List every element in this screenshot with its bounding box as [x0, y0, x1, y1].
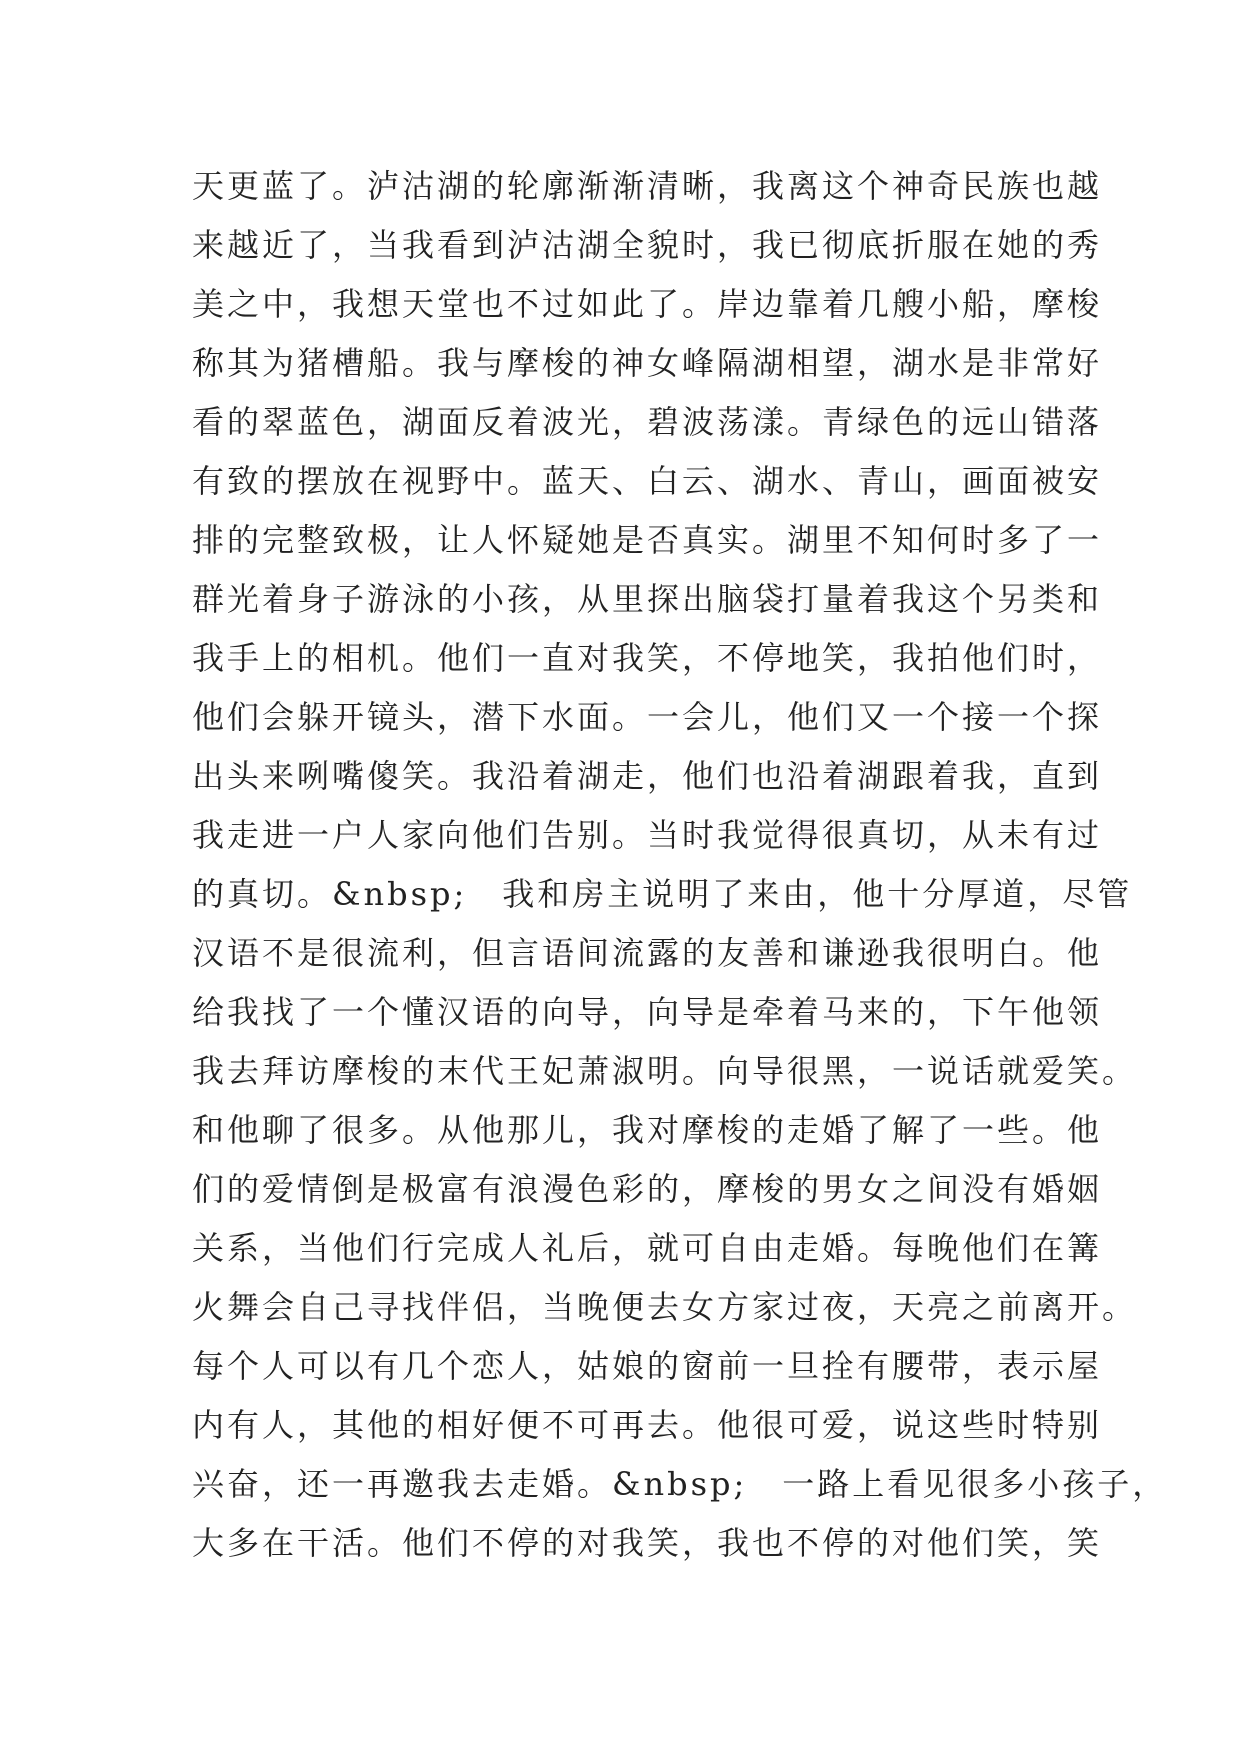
text-line: 大多在干活。他们不停的对我笑，我也不停的对他们笑，笑 — [192, 1524, 1103, 1562]
text-line: 我去拜访摩梭的末代王妃萧淑明。向导很黑，一说话就爱笑。 — [192, 1052, 1138, 1090]
text-line: 火舞会自己寻找伴侣，当晚便去女方家过夜，天亮之前离开。 — [192, 1288, 1138, 1326]
text-line: 给我找了一个懂汉语的向导，向导是牵着马来的，下午他领 — [192, 993, 1103, 1031]
text-line: 每个人可以有几个恋人，姑娘的窗前一旦拴有腰带，表示屋 — [192, 1347, 1103, 1385]
text-line: 的真切。&nbsp; 我和房主说明了来由，他十分厚道，尽管 — [192, 875, 1133, 913]
text-line: 我走进一户人家向他们告别。当时我觉得很真切，从未有过 — [192, 816, 1103, 854]
text-line: 兴奋，还一再邀我去走婚。&nbsp; 一路上看见很多小孩子， — [192, 1465, 1168, 1503]
text-line: 和他聊了很多。从他那儿，我对摩梭的走婚了解了一些。他 — [192, 1111, 1103, 1149]
text-line: 出头来咧嘴傻笑。我沿着湖走，他们也沿着湖跟着我，直到 — [192, 757, 1103, 795]
text-line: 他们会躲开镜头，潜下水面。一会儿，他们又一个接一个探 — [192, 698, 1103, 736]
text-line: 排的完整致极，让人怀疑她是否真实。湖里不知何时多了一 — [192, 521, 1103, 559]
text-line: 美之中，我想天堂也不过如此了。岸边靠着几艘小船，摩梭 — [192, 285, 1103, 323]
text-line: 天更蓝了。泸沽湖的轮廓渐渐清晰，我离这个神奇民族也越 — [192, 167, 1103, 205]
text-line: 们的爱情倒是极富有浪漫色彩的，摩梭的男女之间没有婚姻 — [192, 1170, 1103, 1208]
text-line: 有致的摆放在视野中。蓝天、白云、湖水、青山，画面被安 — [192, 462, 1103, 500]
text-line: 我手上的相机。他们一直对我笑，不停地笑，我拍他们时， — [192, 639, 1103, 677]
text-line: 来越近了，当我看到泸沽湖全貌时，我已彻底折服在她的秀 — [192, 226, 1103, 264]
text-line: 内有人，其他的相好便不可再去。他很可爱，说这些时特别 — [192, 1406, 1103, 1444]
body-text — [192, 157, 1168, 1573]
text-line: 称其为猪槽船。我与摩梭的神女峰隔湖相望，湖水是非常好 — [192, 344, 1103, 382]
text-line: 群光着身子游泳的小孩，从里探出脑袋打量着我这个另类和 — [192, 580, 1103, 618]
text-line: 看的翠蓝色，湖面反着波光，碧波荡漾。青绿色的远山错落 — [192, 403, 1103, 441]
text-line: 关系，当他们行完成人礼后，就可自由走婚。每晚他们在篝 — [192, 1229, 1103, 1267]
text-line: 汉语不是很流利，但言语间流露的友善和谦逊我很明白。他 — [192, 934, 1103, 972]
